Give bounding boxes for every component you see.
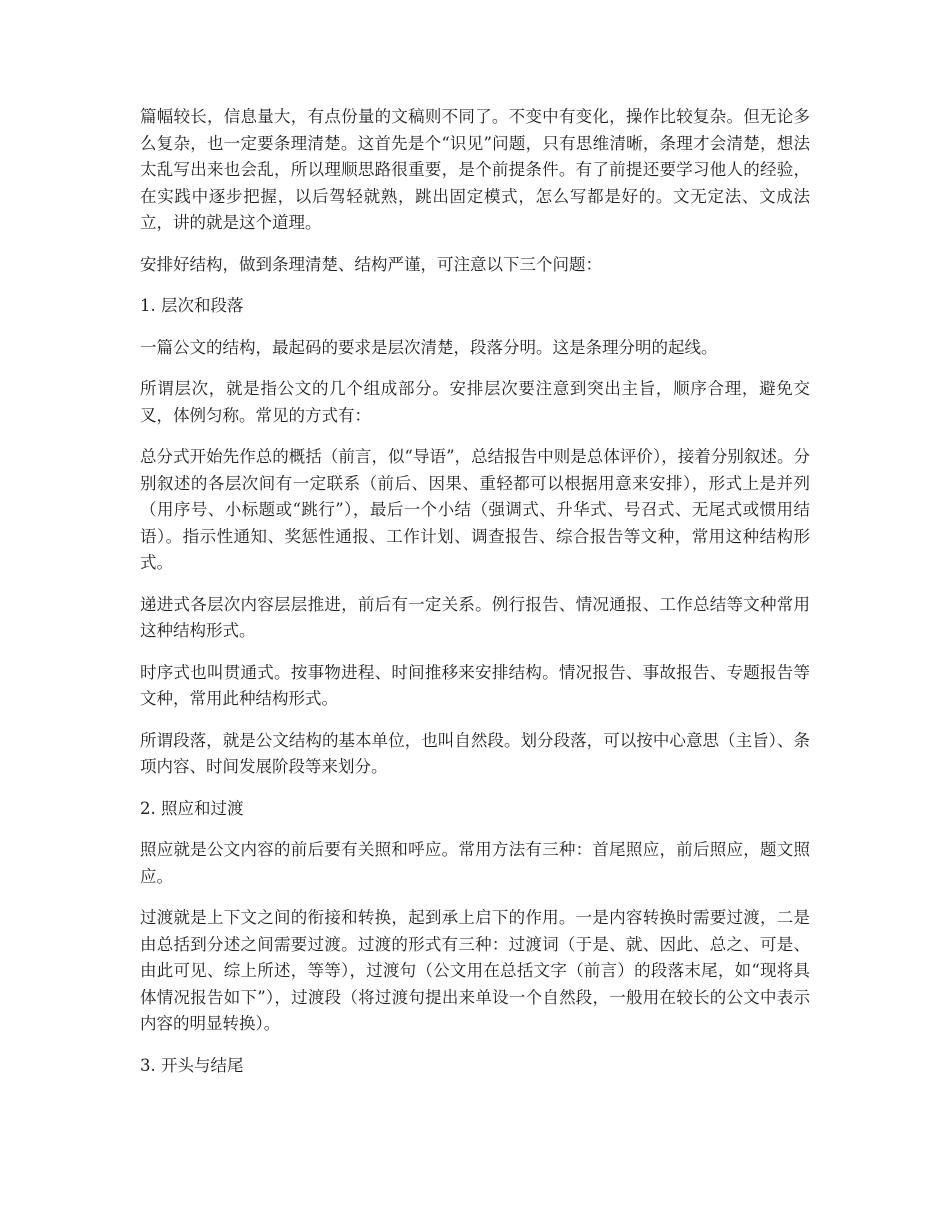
paragraph-total-sub-format: 总分式开始先作总的概括（前言，似“导语”，总结报告中则是总体评价），接着分别叙述。分别叙述的各层次间有一定联系（前后、因果、重轻都可以根据用意来安排），形式上是并列（用序号、小标题或“跳行”），最后一个小结（强调式、升华式、号召式、无尾式或惯用结语）。指示性通知、奖惩性通报、工作计划、调查报告、综合报告等文种，常用这种结构形式。 [140,447,810,572]
paragraph-three-issues: 安排好结构，做到条理清楚、结构严谨，可注意以下三个问题： [140,254,602,274]
paragraph-chronological-format: 时序式也叫贯通式。按事物进程、时间推移来安排结构。情况报告、事故报告、专题报告等文种，常用此种结构形式。 [140,662,810,708]
paragraph-basic-requirement: 一篇公文的结构，最起码的要求是层次清楚，段落分明。这是条理分明的起线。 [140,337,718,357]
paragraph-levels-definition: 所谓层次，就是指公文的几个组成部分。安排层次要注意到突出主旨，顺序合理，避免交叉，体例匀称。常见的方式有： [140,379,810,425]
heading-correspondence-transition: 2. 照应和过渡 [140,798,244,818]
paragraph-progressive-format: 递进式各层次内容层层推进，前后有一定关系。例行报告、情况通报、工作总结等文种常用这种结构形式。 [140,594,810,640]
heading-levels-paragraphs: 1. 层次和段落 [140,296,244,315]
paragraph-paragraph-definition: 所谓段落，就是公文结构的基本单位，也叫自然段。划分段落，可以按中心意思（主旨）、条项内容、时间发展阶段等来划分。 [140,730,810,776]
heading-opening-ending: 3. 开头与结尾 [140,1055,244,1075]
paragraph-transition: 过渡就是上下文之间的衔接和转换，起到承上启下的作用。一是内容转换时需要过渡，二是由总括到分述之间需要过渡。过渡的形式有三种：过渡词（于是、就、因此、总之、可是、由此可见、综上所述，等等），过渡句（公文用在总括文字（前言）的段落末尾，如“现将具体情况报告如下”），过渡段（将过渡句提出来单设一个自然段，一般用在较长的公文中表示内容的明显转换）。 [140,908,810,1033]
paragraph-correspondence: 照应就是公文内容的前后要有关照和呼应。常用方法有三种：首尾照应，前后照应，题文照应。 [140,840,810,886]
document-page [140,104,810,1094]
paragraph-intro-structure-complexity: 篇幅较长，信息量大，有点份量的文稿则不同了。不变中有变化，操作比较复杂。但无论多么复杂，也一定要条理清楚。这首先是个“识见”问题，只有思维清晰，条理才会清楚，想法太乱写出来也会乱，所以理顺思路很重要，是个前提条件。有了前提还要学习他人的经验，在实践中逐步把握，以后驾轻就熟，跳出固定模式，怎么写都是好的。文无定法、文成法立，讲的就是这个道理。 [140,107,810,232]
